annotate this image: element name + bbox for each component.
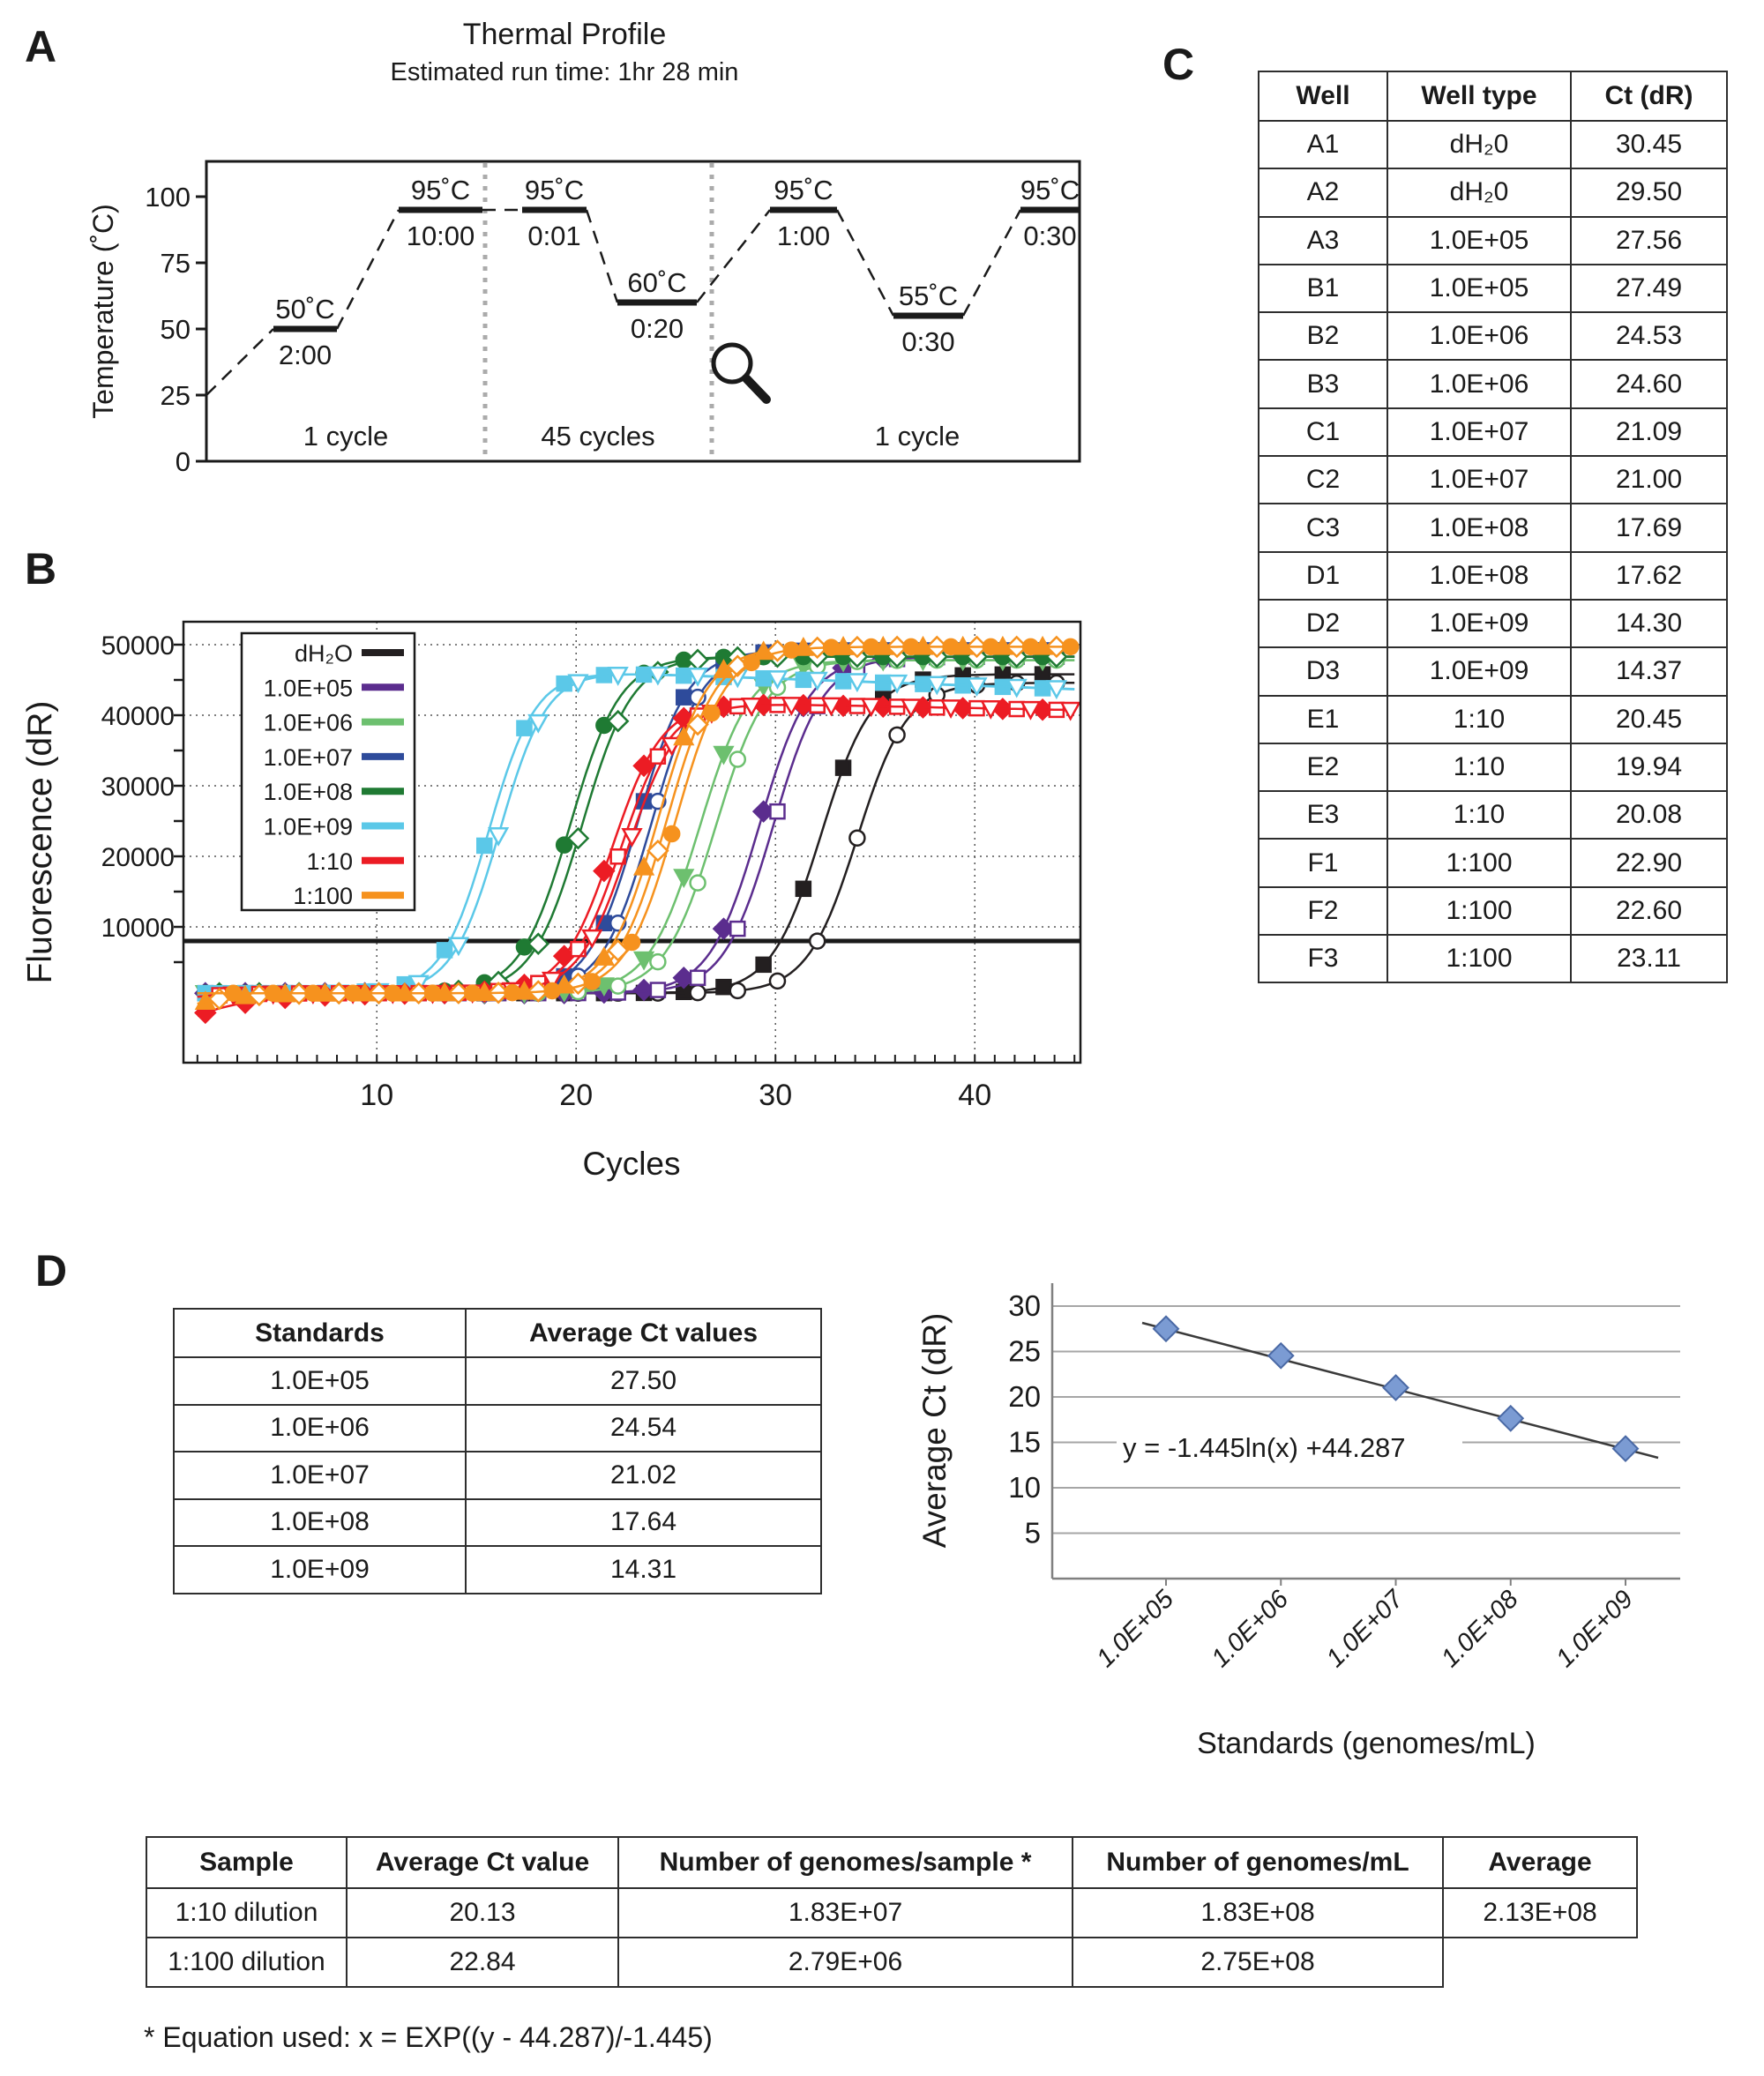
well-table-cell: 1.0E+09 xyxy=(1387,647,1571,695)
marker-circle xyxy=(305,986,320,1001)
data-point-diamond xyxy=(1613,1437,1638,1461)
standards-table-cell: 1.0E+09 xyxy=(174,1546,466,1594)
marker-circle xyxy=(810,934,825,949)
y-axis-title: Temperature (˚C) xyxy=(87,204,119,419)
standards-table-cell: 27.50 xyxy=(466,1357,821,1405)
well-table-row xyxy=(1259,121,1727,168)
marker-square xyxy=(557,676,572,691)
well-table-row xyxy=(1259,552,1727,600)
well-table-cell: 22.60 xyxy=(1571,887,1727,935)
well-table-cell: 20.45 xyxy=(1571,696,1727,743)
well-table-cell: 1:100 xyxy=(1387,935,1571,982)
legend-label: 1.0E+08 xyxy=(263,779,353,806)
well-table-cell: 1:10 xyxy=(1387,743,1571,791)
legend-label: 1.0E+07 xyxy=(263,743,353,771)
x-category-label: 1.0E+08 xyxy=(1436,1585,1524,1673)
well-table-cell: 1.0E+08 xyxy=(1387,504,1571,551)
well-table-container xyxy=(1258,71,1728,983)
standards-table-row xyxy=(174,1546,821,1594)
standards-table-row xyxy=(174,1357,821,1405)
marker-circle xyxy=(730,983,745,998)
standards-table-header: Standards xyxy=(174,1309,466,1357)
x-tick-label: 10 xyxy=(360,1079,394,1112)
y-tick-label: 40000 xyxy=(101,702,175,731)
thermal-subtitle: Estimated run time: 1hr 28 min xyxy=(390,58,739,86)
well-table-row xyxy=(1259,791,1727,839)
well-table-cell: dH₂0 xyxy=(1387,168,1571,216)
marker-circle xyxy=(744,655,759,670)
well-table-cell: F3 xyxy=(1259,935,1387,982)
well-table-cell: dH₂0 xyxy=(1387,121,1571,168)
well-table-row xyxy=(1259,504,1727,551)
well-table-row xyxy=(1259,265,1727,312)
y-axis-title: Average Ct (dR) xyxy=(916,1312,953,1549)
well-table-row xyxy=(1259,647,1727,695)
y-axis-title: Fluorescence (dR) xyxy=(21,700,59,984)
well-table-cell: 20.08 xyxy=(1571,791,1727,839)
well-table-row xyxy=(1259,839,1727,886)
well-table-cell: 1:10 xyxy=(1387,791,1571,839)
well-table-cell: 21.09 xyxy=(1571,408,1727,456)
well-table-cell: 1.0E+06 xyxy=(1387,360,1571,407)
standards-table-cell: 17.64 xyxy=(466,1499,821,1547)
hold-temp-label: 50˚C xyxy=(275,294,335,325)
y-tick-label: 30000 xyxy=(101,773,175,802)
well-table-row xyxy=(1259,312,1727,360)
well-table-cell: F1 xyxy=(1259,839,1387,886)
ramp-line xyxy=(587,210,617,302)
marker-square xyxy=(770,804,784,818)
marker-circle xyxy=(1063,639,1078,654)
x-tick-label: 30 xyxy=(759,1079,793,1112)
x-category-label: 1.0E+05 xyxy=(1091,1585,1179,1673)
marker-square xyxy=(757,958,771,972)
well-table-cell: 22.90 xyxy=(1571,839,1727,886)
well-table-row xyxy=(1259,408,1727,456)
well-table-cell: C1 xyxy=(1259,408,1387,456)
thermal-profile-chart xyxy=(0,0,1147,529)
hold-time-label: 0:01 xyxy=(527,220,581,251)
well-table-cell: 1.0E+06 xyxy=(1387,312,1571,360)
standards-table-row xyxy=(174,1499,821,1547)
standards-table xyxy=(173,1308,822,1594)
y-tick-label: 5 xyxy=(1024,1516,1041,1550)
sample-table-cell: 20.13 xyxy=(347,1888,618,1938)
standards-table-cell: 1.0E+08 xyxy=(174,1499,466,1547)
y-tick-label: 25 xyxy=(1008,1334,1041,1368)
sample-table-cell: 2.75E+08 xyxy=(1073,1938,1443,1987)
well-table-cell: 19.94 xyxy=(1571,743,1727,791)
well-table-cell: B2 xyxy=(1259,312,1387,360)
marker-square xyxy=(691,971,705,985)
standards-table-cell: 1.0E+06 xyxy=(174,1405,466,1452)
well-table-cell: 23.11 xyxy=(1571,935,1727,982)
well-table-cell: 1.0E+09 xyxy=(1387,600,1571,647)
marker-circle xyxy=(346,986,361,1001)
legend-label: 1:100 xyxy=(293,883,353,910)
marker-circle xyxy=(784,643,799,658)
ramp-line xyxy=(206,329,273,395)
marker-square xyxy=(796,882,811,896)
well-table-row xyxy=(1259,456,1727,504)
sample-table-cell: 1:10 dilution xyxy=(146,1888,347,1938)
well-table-cell: 1.0E+07 xyxy=(1387,408,1571,456)
panel-b-label: B xyxy=(25,544,57,594)
hold-temp-label: 95˚C xyxy=(774,175,833,205)
legend-label: 1.0E+06 xyxy=(263,709,353,736)
marker-circle xyxy=(664,826,679,841)
well-table-row xyxy=(1259,696,1727,743)
x-tick-label: 40 xyxy=(958,1079,992,1112)
well-table-cell: 1.0E+08 xyxy=(1387,552,1571,600)
hold-time-label: 10:00 xyxy=(406,220,475,251)
y-tick-label: 50000 xyxy=(101,631,175,661)
sample-table xyxy=(146,1836,1638,1988)
standards-table-row xyxy=(174,1405,821,1452)
sample-table-cell: 22.84 xyxy=(347,1938,618,1987)
marker-circle xyxy=(704,706,719,721)
hold-time-label: 1:00 xyxy=(776,220,831,251)
sample-table-header: Average Ct value xyxy=(347,1837,618,1888)
marker-circle xyxy=(824,640,839,655)
data-point-diamond xyxy=(1268,1343,1293,1368)
well-table-cell: B3 xyxy=(1259,360,1387,407)
well-table-cell: 21.00 xyxy=(1571,456,1727,504)
well-table-cell: 24.53 xyxy=(1571,312,1727,360)
standards-table-container xyxy=(173,1308,822,1594)
marker-circle xyxy=(691,985,706,1000)
footnote: * Equation used: x = EXP((y - 44.287)/-1.445) xyxy=(144,2021,713,2053)
magnifier-handle xyxy=(746,378,766,400)
y-tick-label: 75 xyxy=(160,248,191,279)
well-table-cell: 14.30 xyxy=(1571,600,1727,647)
well-table-cell: D3 xyxy=(1259,647,1387,695)
well-table-cell: B1 xyxy=(1259,265,1387,312)
marker-circle xyxy=(1023,639,1038,654)
legend-label: 1:10 xyxy=(306,848,353,875)
ramp-line xyxy=(837,210,893,316)
hold-temp-label: 95˚C xyxy=(524,175,585,205)
hold-time-label: 0:20 xyxy=(630,313,684,344)
x-category-label: 1.0E+06 xyxy=(1206,1585,1295,1673)
panel-a-label: A xyxy=(25,22,57,71)
standards-table-cell: 14.31 xyxy=(466,1546,821,1594)
marker-square xyxy=(651,983,665,997)
hold-time-label: 2:00 xyxy=(278,340,333,370)
well-table-row xyxy=(1259,168,1727,216)
marker-circle xyxy=(226,986,241,1001)
thermal-frame xyxy=(206,161,1080,461)
well-table-cell: A2 xyxy=(1259,168,1387,216)
marker-square xyxy=(517,721,531,736)
well-table-cell: 29.50 xyxy=(1571,168,1727,216)
marker-circle xyxy=(610,979,625,994)
well-table-cell: 1:10 xyxy=(1387,696,1571,743)
well-table-header: Well xyxy=(1259,71,1387,121)
x-axis-title: Standards (genomes/mL) xyxy=(1197,1727,1536,1760)
marker-circle xyxy=(983,639,998,654)
hold-temp-label: 60˚C xyxy=(627,267,687,298)
equation-label: y = -1.445ln(x) +44.287 xyxy=(1123,1432,1406,1463)
well-table-cell: C3 xyxy=(1259,504,1387,551)
x-category-label: 1.0E+09 xyxy=(1551,1585,1639,1673)
y-tick-label: 20000 xyxy=(101,843,175,872)
hold-time-label: 0:30 xyxy=(901,326,955,357)
sample-table-container xyxy=(146,1836,1638,1988)
well-table-row xyxy=(1259,935,1727,982)
sample-table-header: Sample xyxy=(146,1837,347,1888)
thermal-title: Thermal Profile xyxy=(462,18,667,51)
well-table-cell: A3 xyxy=(1259,217,1387,265)
well-table-row xyxy=(1259,743,1727,791)
y-tick-label: 10000 xyxy=(101,914,175,943)
marker-circle xyxy=(385,986,400,1001)
standards-table-cell: 24.54 xyxy=(466,1405,821,1452)
magnifier-icon xyxy=(714,345,766,400)
sample-table-header: Number of genomes/mL xyxy=(1073,1837,1443,1888)
marker-circle xyxy=(691,876,706,891)
marker-circle xyxy=(730,752,745,767)
well-table-row xyxy=(1259,887,1727,935)
well-table-cell: 14.37 xyxy=(1571,647,1727,695)
marker-circle xyxy=(650,954,665,969)
well-table-cell: 27.56 xyxy=(1571,217,1727,265)
marker-circle xyxy=(770,974,785,989)
legend-label: dH₂O xyxy=(295,640,353,667)
well-table xyxy=(1258,71,1728,983)
cycle-count-label: 1 cycle xyxy=(874,421,960,452)
sample-table-header: Number of genomes/sample * xyxy=(618,1837,1073,1888)
ramp-line xyxy=(337,210,399,329)
standard-curve-chart xyxy=(882,1235,1764,1808)
data-point-diamond xyxy=(1499,1406,1523,1430)
x-axis-title: Cycles xyxy=(582,1146,681,1182)
marker-circle xyxy=(545,983,560,998)
sample-table-cell: 1:100 dilution xyxy=(146,1938,347,1987)
marker-circle xyxy=(944,639,959,654)
standards-table-cell: 21.02 xyxy=(466,1452,821,1499)
well-table-cell: F2 xyxy=(1259,887,1387,935)
sample-table-cell: 1.83E+08 xyxy=(1073,1888,1443,1938)
legend-label: 1.0E+09 xyxy=(263,813,353,840)
well-table-cell: 17.62 xyxy=(1571,552,1727,600)
well-table-cell: D2 xyxy=(1259,600,1387,647)
marker-circle xyxy=(465,986,480,1001)
y-tick-label: 0 xyxy=(175,446,191,477)
well-table-cell: 1:100 xyxy=(1387,839,1571,886)
cycle-count-label: 1 cycle xyxy=(303,421,389,452)
well-table-header: Well type xyxy=(1387,71,1571,121)
y-tick-label: 25 xyxy=(160,380,191,411)
well-table-cell: D1 xyxy=(1259,552,1387,600)
legend xyxy=(242,633,415,910)
hold-temp-label: 55˚C xyxy=(898,280,959,311)
marker-square xyxy=(437,943,452,957)
marker-circle xyxy=(890,728,905,743)
sample-table-cell xyxy=(1443,1938,1637,1987)
sample-table-cell: 2.79E+06 xyxy=(618,1938,1073,1987)
ramp-line xyxy=(697,210,770,302)
marker-square xyxy=(836,761,850,775)
marker-square xyxy=(730,922,744,936)
marker-diamond xyxy=(688,650,707,669)
well-table-cell: 27.49 xyxy=(1571,265,1727,312)
well-table-cell: 1.0E+07 xyxy=(1387,456,1571,504)
x-category-label: 1.0E+07 xyxy=(1320,1585,1409,1673)
well-table-cell: 24.60 xyxy=(1571,360,1727,407)
well-table-row xyxy=(1259,360,1727,407)
standards-table-cell: 1.0E+07 xyxy=(174,1452,466,1499)
sample-table-cell: 1.83E+07 xyxy=(618,1888,1073,1938)
marker-circle xyxy=(863,639,878,654)
sample-table-cell: 2.13E+08 xyxy=(1443,1888,1637,1938)
marker-circle xyxy=(849,831,864,846)
marker-square xyxy=(676,691,691,705)
well-table-cell: 17.69 xyxy=(1571,504,1727,551)
marker-square xyxy=(477,839,491,853)
well-table-cell: 30.45 xyxy=(1571,121,1727,168)
well-table-row xyxy=(1259,600,1727,647)
well-table-cell: 1:100 xyxy=(1387,887,1571,935)
hold-temp-label: 95˚C xyxy=(1020,175,1080,205)
standards-table-row xyxy=(174,1452,821,1499)
sample-table-header: Average xyxy=(1443,1837,1637,1888)
standards-table-cell: 1.0E+05 xyxy=(174,1357,466,1405)
hold-time-label: 0:30 xyxy=(1023,220,1077,251)
well-table-cell: C2 xyxy=(1259,456,1387,504)
panel-c-label: C xyxy=(1162,40,1195,89)
marker-circle xyxy=(624,935,639,950)
sample-table-row xyxy=(146,1888,1637,1938)
marker-circle xyxy=(903,639,918,654)
panel-d-label: D xyxy=(35,1246,68,1296)
well-table-cell: 1.0E+05 xyxy=(1387,217,1571,265)
well-table-cell: 1.0E+05 xyxy=(1387,265,1571,312)
ramp-line xyxy=(963,210,1020,316)
marker-circle xyxy=(425,986,440,1001)
data-point-diamond xyxy=(1154,1317,1178,1341)
amplification-chart xyxy=(0,529,1147,1199)
well-table-cell: E1 xyxy=(1259,696,1387,743)
y-tick-label: 10 xyxy=(1008,1471,1041,1504)
well-table-cell: E2 xyxy=(1259,743,1387,791)
y-tick-label: 20 xyxy=(1008,1380,1041,1413)
legend-label: 1.0E+05 xyxy=(263,675,353,702)
marker-circle xyxy=(585,975,600,989)
y-tick-label: 30 xyxy=(1008,1289,1041,1322)
y-tick-label: 50 xyxy=(160,314,191,345)
marker-circle xyxy=(505,985,519,1000)
y-tick-label: 100 xyxy=(145,182,191,213)
well-table-header: Ct (dR) xyxy=(1571,71,1727,121)
marker-circle xyxy=(265,986,280,1001)
hold-temp-label: 95˚C xyxy=(410,175,471,205)
marker-square xyxy=(571,942,585,956)
sample-table-row xyxy=(146,1938,1637,1987)
well-table-cell: A1 xyxy=(1259,121,1387,168)
x-tick-label: 20 xyxy=(559,1079,594,1112)
y-tick-label: 15 xyxy=(1008,1425,1041,1459)
well-table-cell: E3 xyxy=(1259,791,1387,839)
cycle-count-label: 45 cycles xyxy=(541,421,655,452)
well-table-row xyxy=(1259,217,1727,265)
standards-table-header: Average Ct values xyxy=(466,1309,821,1357)
